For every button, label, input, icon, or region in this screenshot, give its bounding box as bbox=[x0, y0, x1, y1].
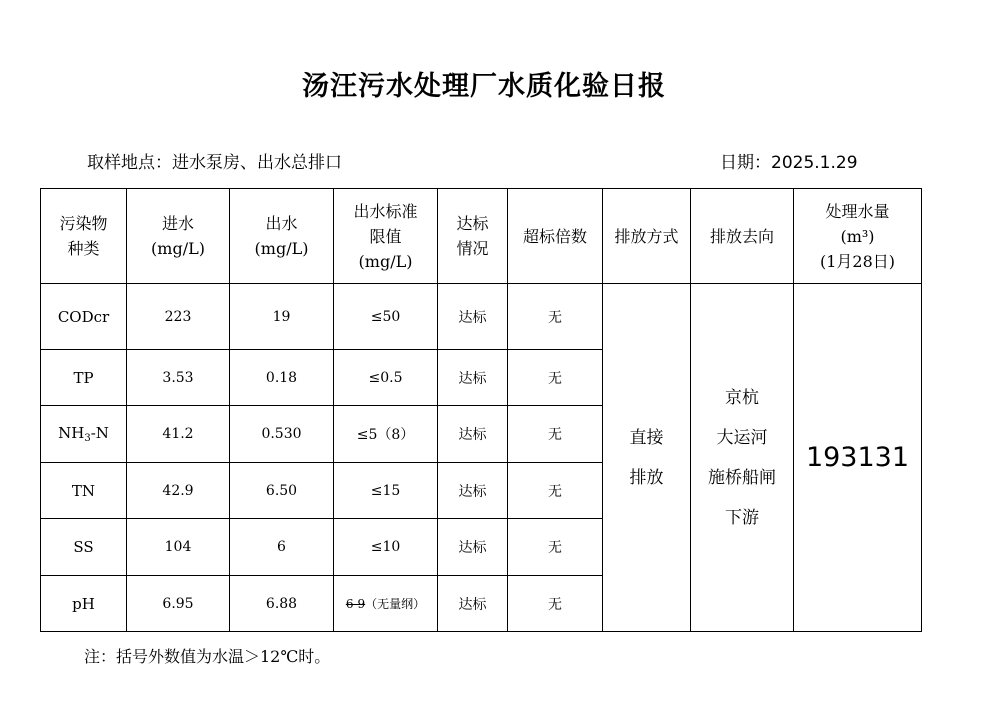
discharge-dest-line1: 京杭 bbox=[725, 387, 759, 408]
inflow-cell: 6.95 bbox=[127, 576, 230, 632]
header-discharge-method: 排放方式 bbox=[603, 189, 691, 284]
footnote: 注：括号外数值为水温＞12℃时。 bbox=[84, 647, 331, 666]
header-pollutant-line1: 污染物 bbox=[59, 214, 108, 233]
header-limit-line2: 限值 bbox=[369, 226, 402, 246]
inflow-cell: 41.2 bbox=[127, 406, 230, 463]
discharge-dest-cell bbox=[691, 284, 794, 632]
outflow-cell: 6.50 bbox=[230, 463, 334, 519]
status-cell: 达标 bbox=[438, 463, 508, 519]
status-cell: 达标 bbox=[438, 519, 508, 576]
header-outflow-line1: 出水 bbox=[265, 214, 298, 233]
header-outflow-unit: (mg/L) bbox=[254, 239, 309, 258]
discharge-dest-line2: 大运河 bbox=[716, 427, 768, 448]
status-cell: 达标 bbox=[438, 284, 508, 350]
volume-cell: 193131 bbox=[794, 284, 922, 632]
discharge-method-line2: 排放 bbox=[629, 467, 664, 488]
limit-cell: ≤15 bbox=[334, 463, 438, 519]
pollutant-cell: TN bbox=[41, 463, 127, 519]
header-compliance-line1: 达标 bbox=[456, 214, 489, 233]
outflow-cell: 0.530 bbox=[230, 406, 334, 463]
header-discharge-dest: 排放去向 bbox=[691, 189, 794, 284]
exceed-cell: 无 bbox=[508, 576, 603, 632]
sampling-location: 取样地点：进水泵房、出水总排口 bbox=[87, 153, 342, 173]
exceed-cell: 无 bbox=[508, 406, 603, 463]
water-quality-table bbox=[40, 188, 922, 632]
report-title: 汤汪污水处理厂水质化验日报 bbox=[302, 71, 666, 102]
pollutant-cell: CODcr bbox=[41, 284, 127, 350]
header-inflow-line1: 进水 bbox=[161, 214, 194, 233]
pollutant-cell: SS bbox=[41, 519, 127, 576]
header-compliance bbox=[438, 189, 508, 284]
header-exceed: 超标倍数 bbox=[508, 189, 603, 284]
header-limit-line1: 出水标准 bbox=[353, 201, 418, 221]
limit-cell: ≤50 bbox=[334, 284, 438, 350]
limit-cell bbox=[334, 576, 438, 632]
discharge-method-line1: 直接 bbox=[629, 427, 664, 448]
inflow-cell: 223 bbox=[127, 284, 230, 350]
pollutant-subscript: 3 bbox=[84, 433, 91, 444]
exceed-cell: 无 bbox=[508, 350, 603, 406]
discharge-method-cell bbox=[603, 284, 691, 632]
limit-cell: ≤10 bbox=[334, 519, 438, 576]
header-volume-line1: 处理水量 bbox=[825, 201, 890, 221]
exceed-cell: 无 bbox=[508, 463, 603, 519]
header-inflow bbox=[127, 189, 230, 284]
limit-unit-note: （无量纲） bbox=[365, 597, 426, 611]
header-volume-date: (1月28日) bbox=[819, 251, 896, 271]
pollutant-tail: -N bbox=[90, 424, 109, 442]
header-pollutant bbox=[41, 189, 127, 284]
report-date: 日期：2025.1.29 bbox=[720, 153, 858, 173]
header-inflow-unit: (mg/L) bbox=[151, 239, 205, 258]
outflow-cell: 19 bbox=[230, 284, 334, 350]
exceed-cell: 无 bbox=[508, 284, 603, 350]
table-header-row bbox=[41, 189, 922, 284]
outflow-cell: 6 bbox=[230, 519, 334, 576]
pollutant-cell: pH bbox=[41, 576, 127, 632]
status-cell: 达标 bbox=[438, 350, 508, 406]
outflow-cell: 0.18 bbox=[230, 350, 334, 406]
pollutant-cell bbox=[41, 406, 127, 463]
status-cell: 达标 bbox=[438, 576, 508, 632]
header-outflow bbox=[230, 189, 334, 284]
header-volume-unit: (m³) bbox=[840, 226, 875, 246]
exceed-cell: 无 bbox=[508, 519, 603, 576]
header-compliance-line2: 情况 bbox=[456, 239, 489, 258]
header-limit bbox=[334, 189, 438, 284]
limit-range: 6-9 bbox=[345, 597, 366, 611]
discharge-dest-line3: 施桥船闸 bbox=[708, 467, 776, 488]
pollutant-cell: TP bbox=[41, 350, 127, 406]
header-limit-unit: (mg/L) bbox=[358, 251, 413, 271]
table-row bbox=[41, 284, 922, 350]
status-cell: 达标 bbox=[438, 406, 508, 463]
header-pollutant-line2: 种类 bbox=[67, 239, 100, 258]
limit-cell: ≤5（8） bbox=[334, 406, 438, 463]
inflow-cell: 104 bbox=[127, 519, 230, 576]
pollutant-main: NH bbox=[58, 424, 85, 442]
outflow-cell: 6.88 bbox=[230, 576, 334, 632]
limit-cell: ≤0.5 bbox=[334, 350, 438, 406]
inflow-cell: 42.9 bbox=[127, 463, 230, 519]
discharge-dest-line4: 下游 bbox=[725, 507, 759, 528]
header-volume bbox=[794, 189, 922, 284]
inflow-cell: 3.53 bbox=[127, 350, 230, 406]
